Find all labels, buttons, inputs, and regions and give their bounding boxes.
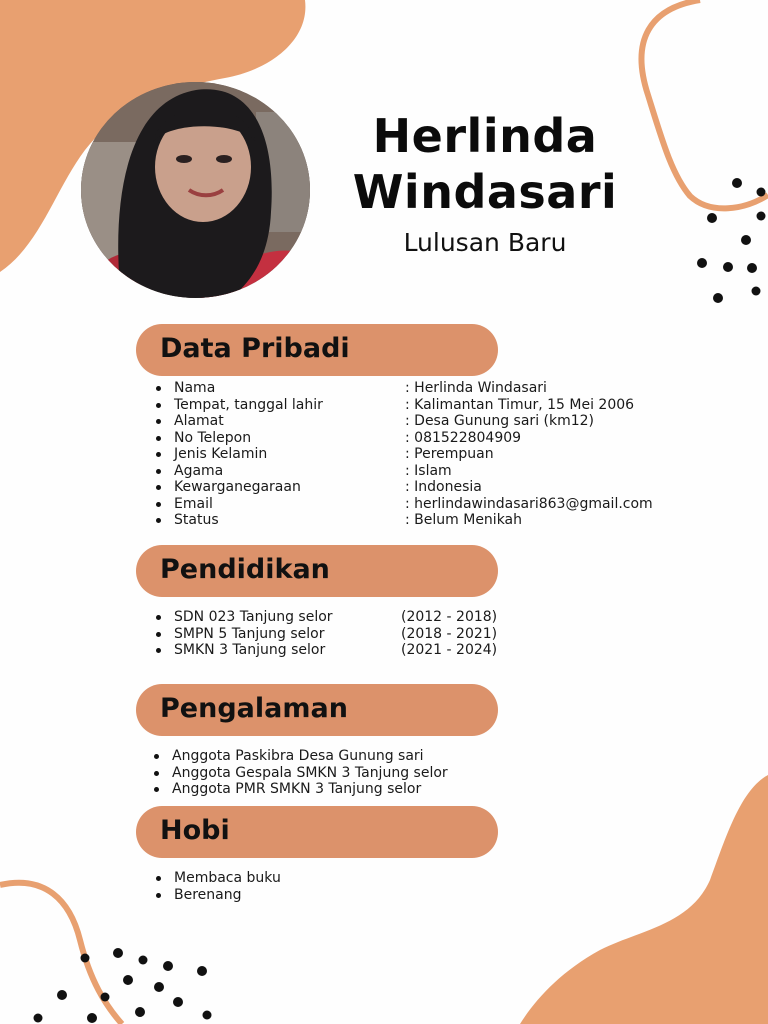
education-years: (2021 - 2024) [401, 642, 498, 658]
hobbies-list [140, 870, 281, 903]
list-item: SMPN 5 Tanjung selor (2018 - 2021) [140, 626, 333, 643]
portrait-image [81, 82, 310, 298]
education-list [140, 609, 498, 659]
curve-top-right [641, 0, 768, 208]
list-item: SMKN 3 Tanjung selor (2021 - 2024) [140, 642, 333, 659]
list-item: SDN 023 Tanjung selor (2012 - 2018) [140, 609, 333, 626]
education-years: (2012 - 2018) [401, 609, 498, 625]
section-title-hobbies: Hobi [160, 815, 230, 846]
row-value: : Herlinda Windasari [405, 380, 547, 396]
education-years: (2018 - 2021) [401, 625, 498, 642]
job-subtitle: Lulusan Baru [403, 228, 567, 257]
section-header-experience [136, 684, 498, 736]
dots-top-right [697, 178, 766, 303]
row-value: : Indonesia [405, 479, 482, 495]
personal-data-list [140, 380, 653, 529]
list-item: Email : herlindawindasari863@gmail.com [140, 496, 323, 513]
row-value: : Kalimantan Timur, 15 Mei 2006 [405, 396, 635, 413]
list-item: Anggota PMR SMKN 3 Tanjung selor [138, 781, 448, 798]
list-item: Tempat, tanggal lahir : Kalimantan Timur, 15 Mei 2006 [140, 397, 323, 414]
list-item: Anggota Paskibra Desa Gunung sari [138, 748, 448, 765]
list-item: Alamat : Desa Gunung sari (km12) [140, 413, 323, 430]
section-title-education: Pendidikan [160, 554, 330, 585]
row-value: : Desa Gunung sari (km12) [405, 413, 595, 429]
last-name: Windasari [352, 165, 618, 219]
list-item: Kewarganegaraan : Indonesia [140, 479, 323, 496]
list-item: No Telepon : 081522804909 [140, 430, 323, 447]
row-value: : Perempuan [405, 446, 494, 462]
section-header-hobbies [136, 806, 498, 858]
list-item: Membaca buku [140, 870, 281, 887]
row-value: : 081522804909 [405, 429, 522, 446]
curve-bottom-left [0, 883, 122, 1024]
list-item: Jenis Kelamin : Perempuan [140, 446, 323, 463]
list-item: Berenang [140, 887, 281, 904]
full-name [340, 108, 630, 220]
list-item: Anggota Gespala SMKN 3 Tanjung selor [138, 765, 448, 782]
row-value: : Islam [405, 462, 452, 479]
section-title-experience: Pengalaman [160, 693, 348, 724]
list-item: Nama : Herlinda Windasari [140, 380, 323, 397]
row-value: : Belum Menikah [405, 512, 523, 528]
profile-photo [81, 82, 310, 298]
section-header-personal [136, 324, 498, 376]
dots-bottom-left [34, 948, 212, 1023]
row-value: : herlindawindasari863@gmail.com [405, 495, 653, 512]
list-item: Agama : Islam [140, 463, 323, 480]
section-title-personal: Data Pribadi [160, 333, 350, 364]
list-item: Status : Belum Menikah [140, 512, 323, 529]
blob-bottom-right [520, 775, 768, 1024]
section-header-education [136, 545, 498, 597]
first-name: Herlinda [372, 109, 598, 163]
experience-list [138, 748, 448, 798]
